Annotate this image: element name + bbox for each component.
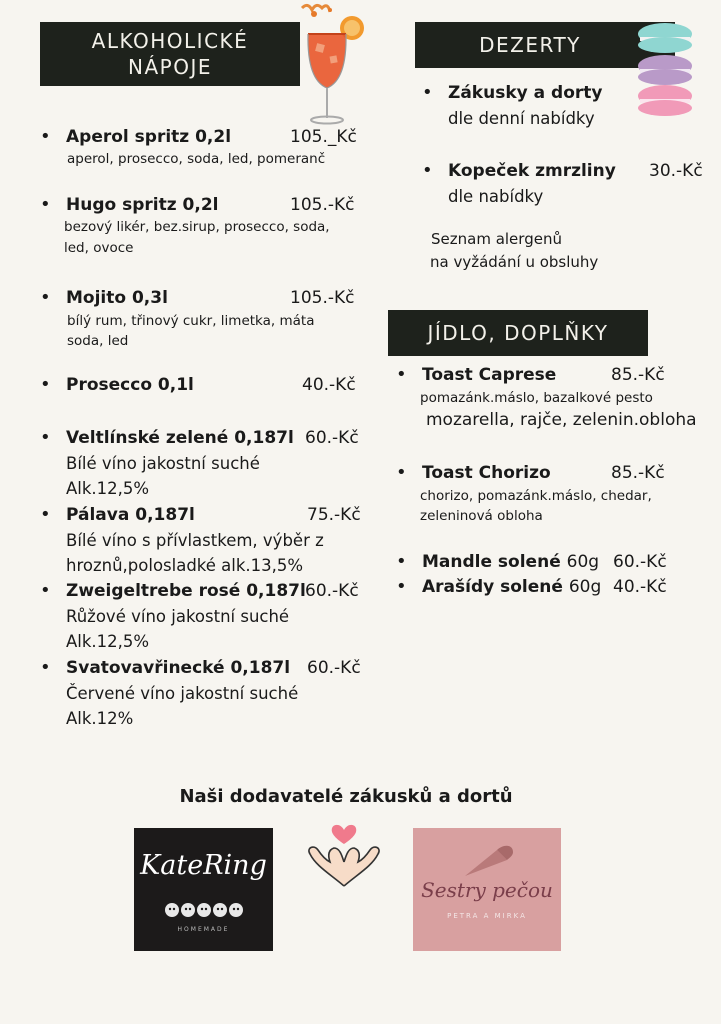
item-desc: Bílé víno s přívlastkem, výběr z bbox=[66, 531, 324, 550]
item-price: 40.-Kč bbox=[302, 375, 356, 395]
food-item: • Toast Chorizo 85.-Kč chorizo, pomazánk.máslo, chedar, zeleninová obloha bbox=[396, 462, 665, 524]
item-name: Svatovavřinecké 0,187l bbox=[66, 658, 291, 678]
item-desc: Růžové víno jakostní suché bbox=[66, 607, 290, 626]
katering-logo-sub: HOMEMADE bbox=[177, 926, 230, 933]
item-price: 85.-Kč bbox=[611, 365, 665, 385]
alcohol-item: • Prosecco 0,1l 40.-Kč bbox=[40, 374, 356, 395]
item-name: Toast Caprese bbox=[422, 365, 557, 385]
item-name: Prosecco 0,1l bbox=[66, 375, 194, 395]
item-desc: zeleninová obloha bbox=[420, 508, 543, 524]
item-price: 30.-Kč bbox=[649, 161, 703, 181]
heart-hands-icon bbox=[300, 822, 388, 892]
sestry-pecou-logo-sub: PETRA A MIRKA bbox=[447, 912, 527, 920]
katering-logo-text: KateRing bbox=[140, 850, 267, 881]
allergen-line2: na vyžádání u obsluhy bbox=[430, 253, 599, 271]
food-item: • Toast Caprese 85.-Kč pomazánk.máslo, bazalkové pesto mozarella, rajče, zelenin.obloha bbox=[396, 364, 716, 434]
item-price: 60.-Kč bbox=[305, 581, 359, 601]
alcohol-item: • Hugo spritz 0,2l 105.-Kč bezový likér, bez.sirup, prosecco, soda, led, ovoce bbox=[40, 194, 355, 256]
alcohol-section-header bbox=[40, 22, 300, 86]
allergen-line1: Seznam alergenů bbox=[431, 230, 562, 248]
item-desc: dle nabídky bbox=[448, 187, 544, 206]
food-section-header bbox=[388, 310, 648, 356]
item-name: Mandle solené 60g bbox=[422, 552, 600, 572]
alcohol-item: • Mojito 0,3l 105.-Kč bílý rum, třinový cukr, limetka, máta soda, led bbox=[40, 287, 355, 349]
item-name: Zákusky a dorty bbox=[448, 83, 603, 103]
snack-item: • Arašídy solené 60g 40.-Kč bbox=[396, 576, 667, 597]
sestry-pecou-logo-text: Sestry pečou bbox=[421, 878, 553, 902]
item-name: Arašídy solené 60g bbox=[422, 577, 602, 597]
item-price: 40.-Kč bbox=[613, 577, 667, 597]
cocktail-glass-icon bbox=[272, 0, 372, 128]
item-desc: bílý rum, třinový cukr, limetka, máta bbox=[67, 313, 315, 329]
item-name: Veltlínské zelené 0,187l bbox=[66, 428, 294, 448]
item-desc: Alk.12% bbox=[66, 709, 134, 728]
item-name: Aperol spritz 0,2l bbox=[66, 127, 232, 147]
item-desc: dle denní nabídky bbox=[448, 109, 595, 128]
alcohol-item: • Pálava 0,187l 75.-Kč Bílé víno s přívlastkem, výběr z hroznů,polosladké alk.13,5% bbox=[40, 504, 370, 580]
alcohol-item: • Svatovavřinecké 0,187l 60.-Kč Červené víno jakostní suché Alk.12% bbox=[40, 657, 370, 733]
dessert-item: • Kopeček zmrzliny 30.-Kč dle nabídky bbox=[422, 160, 712, 212]
sestry-pecou-logo bbox=[413, 828, 561, 951]
item-price: 105.-Kč bbox=[290, 288, 355, 308]
item-name: Hugo spritz 0,2l bbox=[66, 195, 219, 215]
snack-weight: 60g bbox=[566, 552, 600, 572]
piping-bag-icon bbox=[461, 840, 517, 880]
item-price: 60.-Kč bbox=[613, 552, 667, 572]
item-desc: soda, led bbox=[67, 333, 129, 349]
alcohol-item: • Aperol spritz 0,2l 105._Kč aperol, prosecco, soda, led, pomeranč bbox=[40, 126, 357, 167]
alcohol-title-line1: ALKOHOLICKÉ bbox=[91, 29, 249, 53]
item-desc: Alk.12,5% bbox=[66, 479, 150, 498]
item-name: Mojito 0,3l bbox=[66, 288, 168, 308]
food-title: JÍDLO, DOPLŇKY bbox=[427, 321, 609, 345]
item-desc: Červené víno jakostní suché bbox=[66, 684, 299, 703]
alcohol-item: • Veltlínské zelené 0,187l 60.-Kč Bílé víno jakostní suché Alk.12,5% bbox=[40, 427, 370, 503]
snack-item: • Mandle solené 60g 60.-Kč bbox=[396, 551, 667, 572]
dessert-item: • Zákusky a dorty dle denní nabídky bbox=[422, 82, 662, 134]
item-desc: led, ovoce bbox=[64, 240, 134, 256]
katering-logo bbox=[134, 828, 273, 951]
item-name: Pálava 0,187l bbox=[66, 505, 195, 525]
alcohol-item: • Zweigeltrebe rosé 0,187l 60.-Kč Růžové víno jakostní suché Alk.12,5% bbox=[40, 580, 370, 656]
desserts-title: DEZERTY bbox=[479, 33, 581, 57]
item-desc: hroznů,polosladké alk.13,5% bbox=[66, 556, 304, 575]
item-price: 60.-Kč bbox=[305, 428, 359, 448]
suppliers-title: Naši dodavatelé zákusků a dortů bbox=[179, 786, 513, 807]
animals-icon bbox=[164, 898, 244, 922]
item-price: 105.-Kč bbox=[290, 195, 355, 215]
item-name: Kopeček zmrzliny bbox=[448, 161, 616, 181]
item-price: 85.-Kč bbox=[611, 463, 665, 483]
item-desc: chorizo, pomazánk.máslo, chedar, bbox=[420, 488, 652, 504]
item-desc: mozarella, rajče, zelenin.obloha bbox=[426, 410, 697, 430]
item-desc: pomazánk.máslo, bazalkové pesto bbox=[420, 390, 653, 406]
item-name: Zweigeltrebe rosé 0,187l bbox=[66, 581, 306, 601]
item-desc: aperol, prosecco, soda, led, pomeranč bbox=[67, 151, 326, 167]
item-desc: Bílé víno jakostní suché bbox=[66, 454, 260, 473]
item-price: 60.-Kč bbox=[307, 658, 361, 678]
snack-weight: 60g bbox=[568, 577, 602, 597]
alcohol-title-line2: NÁPOJE bbox=[128, 55, 212, 79]
item-price: 105._Kč bbox=[290, 127, 357, 147]
item-desc: Alk.12,5% bbox=[66, 632, 150, 651]
item-price: 75.-Kč bbox=[307, 505, 361, 525]
item-desc: bezový likér, bez.sirup, prosecco, soda, bbox=[64, 219, 330, 235]
allergen-note bbox=[431, 228, 598, 274]
item-name: Toast Chorizo bbox=[422, 463, 551, 483]
